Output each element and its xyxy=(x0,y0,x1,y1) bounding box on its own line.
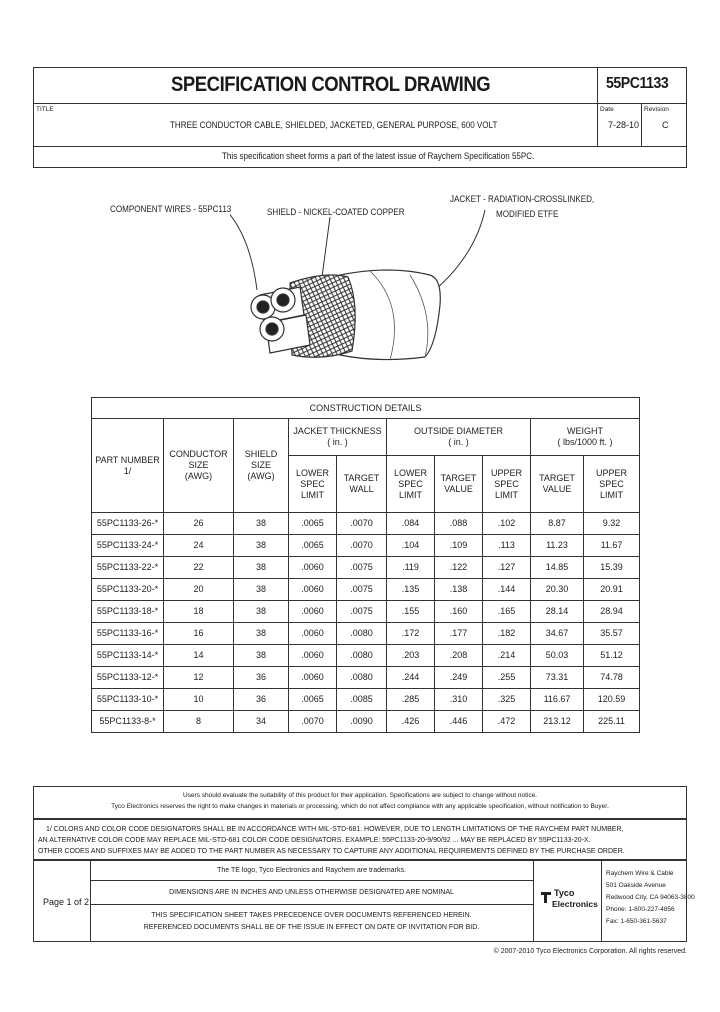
header-jacket-thickness: JACKET THICKNESS ( in. ) xyxy=(289,419,387,456)
title-text: THREE CONDUCTOR CABLE, SHIELDED, JACKETED, GENERAL PURPOSE, 600 VOLT xyxy=(170,120,498,131)
note-line-1: 1/ COLORS AND COLOR CODE DESIGNATORS SHALL BE IN ACCORDANCE WITH MIL-STD-681. HOWEVER, DUE TO LENGTH LIMITATIONS OF THE RAYCHEM PART NUMBER, xyxy=(46,826,624,833)
disclaimer-line-2: Tyco Electronics reserves the right to make changes in materials or processing, which do not affect compliance with any applicable specification, without notification to Buyer. xyxy=(111,803,609,810)
precedence-note-1: THIS SPECIFICATION SHEET TAKES PRECEDENCE OVER DOCUMENTS REFERENCED HEREIN. xyxy=(151,912,472,919)
component-leader-line xyxy=(230,209,257,290)
address-line-3: Redwood City, CA 94063-3800 xyxy=(606,894,695,901)
header-shield-size: SHIELD SIZE (AWG) xyxy=(234,419,289,513)
shield-label: SHIELD - NICKEL-COATED COPPER xyxy=(267,207,405,218)
address-line-1: Raychem Wire & Cable xyxy=(606,870,674,877)
table-row: 55PC1133-16-* 16 38 .0060 .0080 .172 .177 .182 34.67 35.57 xyxy=(92,623,640,645)
subheader-od-lower: LOWER SPEC LIMIT xyxy=(387,456,435,513)
title-label: TITLE xyxy=(36,106,54,113)
date-value: 7-28-10 xyxy=(608,120,640,130)
footer-vdivider-logo xyxy=(533,860,534,942)
jacket-leader-line xyxy=(435,210,485,290)
header-weight: WEIGHT ( lbs/1000 ft. ) xyxy=(531,419,640,456)
table-row: 55PC1133-18-* 18 38 .0060 .0075 .155 .160 .165 28.14 28.94 xyxy=(92,601,640,623)
jacket-label-line1: JACKET - RADIATION-CROSSLINKED, xyxy=(450,194,595,205)
tyco-logo-icon xyxy=(540,890,552,904)
subheader-weight-upper: UPPER SPEC LIMIT xyxy=(584,456,640,513)
copyright: © 2007-2010 Tyco Electronics Corporation. All rights reserved. xyxy=(493,948,687,955)
address-line-5: Fax: 1-650-361-5637 xyxy=(606,918,667,925)
logo-text-tyco: Tyco xyxy=(554,888,575,898)
cable-illustration xyxy=(230,195,490,375)
table-row: 55PC1133-10-* 10 36 .0065 .0085 .285 .310 .325 116.67 120.59 xyxy=(92,689,640,711)
logo-text-electronics: Electronics xyxy=(552,899,598,909)
page-number: Page 1 of 2 xyxy=(43,897,90,907)
table-row: 55PC1133-14-* 14 38 .0060 .0080 .203 .208 .214 50.03 51.12 xyxy=(92,645,640,667)
subheader-od-target: TARGET VALUE xyxy=(435,456,483,513)
table-row: 55PC1133-20-* 20 38 .0060 .0075 .135 .138 .144 20.30 20.91 xyxy=(92,579,640,601)
revision-value: C xyxy=(662,120,669,130)
subheader-jacket-target: TARGET WALL xyxy=(337,456,387,513)
address-line-2: 501 Oakside Avenue xyxy=(606,882,666,889)
page-title: SPECIFICATION CONTROL DRAWING xyxy=(171,73,491,96)
construction-details-table xyxy=(91,397,640,733)
footer-hdivider-2 xyxy=(90,904,533,905)
jacket-label-line2: MODIFIED ETFE xyxy=(496,209,559,220)
header-part-number: PART NUMBER 1/ xyxy=(92,419,164,513)
subheader-weight-target: TARGET VALUE xyxy=(531,456,584,513)
header-divider-1 xyxy=(33,103,687,104)
revision-label: Revision xyxy=(644,106,669,113)
spec-note: This specification sheet forms a part of the latest issue of Raychem Specification 55PC. xyxy=(222,151,535,162)
table-row: 55PC1133-8-* 8 34 .0070 .0090 .426 .446 .472 213.12 225.11 xyxy=(92,711,640,733)
precedence-note-2: REFERENCED DOCUMENTS SHALL BE OF THE ISSUE IN EFFECT ON DATE OF INVITATION FOR BID. xyxy=(143,924,480,931)
header-divider-2 xyxy=(33,146,687,147)
component-wires xyxy=(251,287,310,353)
footer-vdivider-address xyxy=(601,860,602,942)
trademark-text: The TE logo, Tyco Electronics and Raychem are trademarks. xyxy=(217,867,406,874)
document-number: 55PC1133 xyxy=(606,75,669,92)
disclaimer-line-1: Users should evaluate the suitability of this product for their application. Specifications are subject to change without notice. xyxy=(182,792,538,799)
table-row: 55PC1133-12-* 12 36 .0060 .0080 .244 .249 .255 73.31 74.78 xyxy=(92,667,640,689)
header-conductor-size: CONDUCTOR SIZE (AWG) xyxy=(164,419,234,513)
address-line-4: Phone: 1-800-227-4856 xyxy=(606,906,675,913)
header-vdivider-rev xyxy=(641,103,642,146)
footer-hdivider-1 xyxy=(90,880,533,881)
table-row: 55PC1133-22-* 22 38 .0060 .0075 .119 .122 .127 14.85 15.39 xyxy=(92,557,640,579)
note-line-2: AN ALTERNATIVE COLOR CODE MAY REPLACE MIL-STD-681 COLOR CODE DESIGNATORS. EXAMPLE: 55PC1133-20-9/90/92 ... MAY BE REPLACED BY 55PC1133-20-X. xyxy=(38,837,591,844)
note-line-3: OTHER CODES AND SUFFIXES MAY BE ADDED TO THE PART NUMBER AS NECESSARY TO CAPTURE ANY ADDITIONAL REQUIREMENTS DEFINED BY THE PURCHASE ORDER. xyxy=(38,848,625,855)
subheader-od-upper: UPPER SPEC LIMIT xyxy=(483,456,531,513)
table-row: 55PC1133-26-* 26 38 .0065 .0070 .084 .088 .102 8.87 9.32 xyxy=(92,513,640,535)
component-wires-label: COMPONENT WIRES - 55PC113 xyxy=(110,204,232,215)
shield-leader-line xyxy=(322,217,330,277)
date-label: Date xyxy=(600,106,614,113)
header-outside-diameter: OUTSIDE DIAMETER ( in. ) xyxy=(387,419,531,456)
table-title: CONSTRUCTION DETAILS xyxy=(92,398,640,419)
table-row: 55PC1133-24-* 24 38 .0065 .0070 .104 .109 .113 11.23 11.67 xyxy=(92,535,640,557)
subheader-jacket-lower: LOWER SPEC LIMIT xyxy=(289,456,337,513)
dimensions-note: DIMENSIONS ARE IN INCHES AND UNLESS OTHERWISE DESIGNATED ARE NOMINAL xyxy=(169,889,454,896)
header-vdivider-docnum xyxy=(597,67,598,146)
